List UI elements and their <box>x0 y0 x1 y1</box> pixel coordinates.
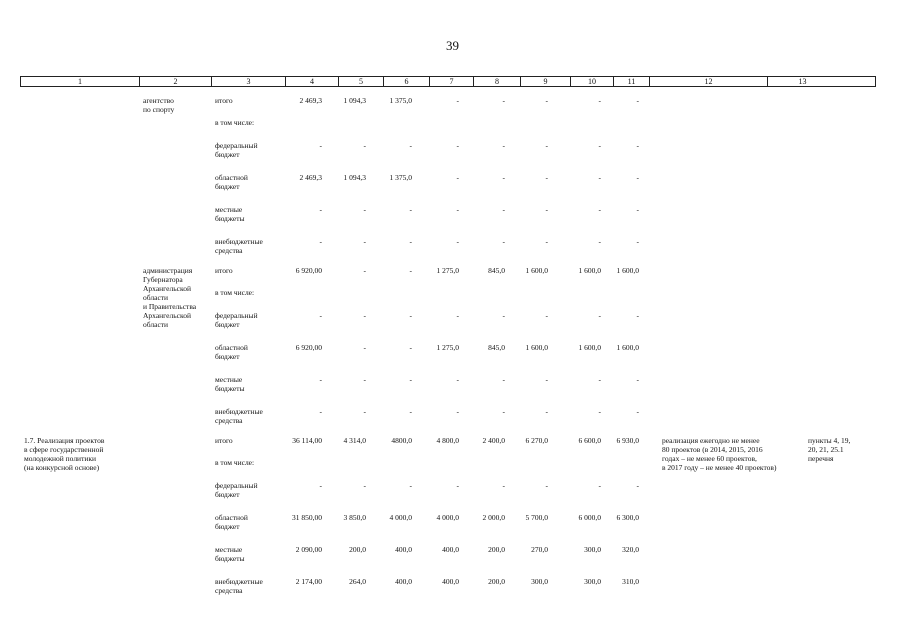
table-value: - <box>636 407 639 416</box>
table-value: - <box>636 173 639 182</box>
header-col-8: 8 <box>474 77 521 86</box>
table-value: - <box>409 237 412 246</box>
table-value: 1 275,0 <box>436 266 459 275</box>
table-value: - <box>409 481 412 490</box>
table-value: - <box>545 205 548 214</box>
funding-source-label: федеральный бюджет <box>215 141 258 159</box>
funding-source-label: областной бюджет <box>215 343 248 361</box>
table-value: - <box>636 481 639 490</box>
header-col-12: 12 <box>650 77 768 86</box>
table-value: - <box>598 96 601 105</box>
table-value: 845,0 <box>488 266 505 275</box>
funding-source-label: местные бюджеты <box>215 545 245 563</box>
table-value: 4 314,0 <box>343 436 366 445</box>
table-value: - <box>545 237 548 246</box>
table-value: 6 600,0 <box>578 436 601 445</box>
table-value: - <box>502 173 505 182</box>
table-value: 845,0 <box>488 343 505 352</box>
table-value: - <box>502 311 505 320</box>
funding-source-label: внебюджетные средства <box>215 577 263 595</box>
table-value: 1 600,0 <box>578 343 601 352</box>
table-value: - <box>598 141 601 150</box>
table-value: 400,0 <box>442 545 459 554</box>
header-col-1: 1 <box>21 77 140 86</box>
table-value: - <box>598 375 601 384</box>
table-value: - <box>456 481 459 490</box>
table-value: - <box>456 205 459 214</box>
table-value: - <box>545 96 548 105</box>
table-value: 400,0 <box>395 577 412 586</box>
table-value: - <box>456 311 459 320</box>
table-value: - <box>545 311 548 320</box>
header-col-4: 4 <box>286 77 339 86</box>
funding-source-label: итого <box>215 436 233 445</box>
table-value: 1 375,0 <box>389 96 412 105</box>
table-value: 6 920,00 <box>295 343 322 352</box>
table-value: - <box>598 407 601 416</box>
funding-source-label: в том числе: <box>215 288 255 297</box>
table-value: 300,0 <box>584 577 601 586</box>
table-value: 200,0 <box>488 577 505 586</box>
funding-source-label: местные бюджеты <box>215 205 245 223</box>
table-value: 310,0 <box>622 577 639 586</box>
table-value: - <box>363 343 366 352</box>
table-value: - <box>545 407 548 416</box>
funding-source-label: итого <box>215 266 233 275</box>
table-value: 36 114,00 <box>292 436 322 445</box>
executor-name: агентство по спорту <box>143 96 175 114</box>
table-value: 1 600,0 <box>616 266 639 275</box>
table-value: - <box>598 311 601 320</box>
header-col-5: 5 <box>339 77 384 86</box>
table-value: 6 300,0 <box>616 513 639 522</box>
header-col-10: 10 <box>571 77 614 86</box>
table-value: 200,0 <box>349 545 366 554</box>
table-value: 4 800,0 <box>436 436 459 445</box>
table-value: 4 000,0 <box>436 513 459 522</box>
table-value: - <box>502 237 505 246</box>
header-col-6: 6 <box>384 77 430 86</box>
table-value: 270,0 <box>531 545 548 554</box>
table-value: - <box>636 237 639 246</box>
table-value: - <box>636 205 639 214</box>
table-value: - <box>598 205 601 214</box>
table-value: 2 469,3 <box>299 173 322 182</box>
header-col-3: 3 <box>212 77 286 86</box>
header-col-11: 11 <box>614 77 650 86</box>
table-value: - <box>319 481 322 490</box>
funding-source-label: областной бюджет <box>215 513 248 531</box>
funding-source-label: внебюджетные средства <box>215 237 263 255</box>
table-value: 2 469,3 <box>299 96 322 105</box>
table-value: 31 850,00 <box>292 513 322 522</box>
table-value: 1 600,0 <box>525 266 548 275</box>
table-value: 6 270,0 <box>525 436 548 445</box>
table-value: - <box>363 237 366 246</box>
table-value: - <box>363 205 366 214</box>
funding-source-label: внебюджетные средства <box>215 407 263 425</box>
header-col-13: 13 <box>798 77 807 86</box>
table-value: 200,0 <box>488 545 505 554</box>
table-value: - <box>456 141 459 150</box>
table-value: 6 920,00 <box>295 266 322 275</box>
table-value: 1 275,0 <box>436 343 459 352</box>
table-value: - <box>363 141 366 150</box>
table-value: - <box>456 237 459 246</box>
table-value: - <box>409 141 412 150</box>
table-value: 2 174,00 <box>295 577 322 586</box>
table-value: - <box>502 375 505 384</box>
table-value: - <box>598 481 601 490</box>
table-value: - <box>636 96 639 105</box>
table-value: - <box>456 173 459 182</box>
table-value: - <box>545 173 548 182</box>
executor-name: администрация Губернатора Архангельской области и Правительства Архангельской области <box>143 266 197 329</box>
table-value: 1 600,0 <box>525 343 548 352</box>
header-col-9: 9 <box>521 77 571 86</box>
table-value: 400,0 <box>395 545 412 554</box>
program-item-text: 1.7. Реализация проектов в сфере государственной молодежной политики (на конкурсной основе) <box>24 436 105 472</box>
table-value: 6 930,0 <box>616 436 639 445</box>
table-value: - <box>545 141 548 150</box>
table-value: - <box>319 237 322 246</box>
table-value: - <box>456 407 459 416</box>
table-value: - <box>502 96 505 105</box>
funding-source-label: федеральный бюджет <box>215 481 258 499</box>
funding-source-label: итого <box>215 96 233 105</box>
table-value: 2 000,0 <box>482 513 505 522</box>
table-value: - <box>502 141 505 150</box>
table-value: 4800,0 <box>391 436 412 445</box>
table-value: 1 094,3 <box>343 96 366 105</box>
table-value: - <box>363 375 366 384</box>
table-value: 2 090,00 <box>295 545 322 554</box>
table-value: - <box>409 266 412 275</box>
table-value: - <box>502 481 505 490</box>
table-value: - <box>319 407 322 416</box>
expected-result: реализация ежегодно не менее 80 проектов (в 2014, 2015, 2016 годах – не менее 60 проектов, в 2017 году – не менее 40 проектов) <box>662 436 777 472</box>
funding-source-label: в том числе: <box>215 118 255 127</box>
table-value: - <box>545 375 548 384</box>
table-value: 400,0 <box>442 577 459 586</box>
table-value: - <box>409 375 412 384</box>
table-value: 6 000,0 <box>578 513 601 522</box>
table-value: - <box>409 343 412 352</box>
table-value: - <box>456 96 459 105</box>
table-value: - <box>319 205 322 214</box>
table-value: - <box>363 266 366 275</box>
table-value: - <box>598 173 601 182</box>
table-value: 300,0 <box>584 545 601 554</box>
header-col-7: 7 <box>430 77 474 86</box>
table-value: 5 700,0 <box>525 513 548 522</box>
table-value: - <box>409 311 412 320</box>
table-header <box>20 76 876 87</box>
table-value: 1 375,0 <box>389 173 412 182</box>
list-reference: пункты 4, 19, 20, 21, 25.1 перечня <box>808 436 851 463</box>
table-value: 300,0 <box>531 577 548 586</box>
table-value: - <box>456 375 459 384</box>
table-value: - <box>636 375 639 384</box>
table-value: - <box>363 481 366 490</box>
table-value: - <box>409 407 412 416</box>
table-value: - <box>363 407 366 416</box>
table-value: - <box>636 141 639 150</box>
table-value: - <box>545 481 548 490</box>
table-value: 320,0 <box>622 545 639 554</box>
table-value: - <box>636 311 639 320</box>
table-value: - <box>409 205 412 214</box>
table-value: - <box>598 237 601 246</box>
funding-source-label: областной бюджет <box>215 173 248 191</box>
table-value: 1 094,3 <box>343 173 366 182</box>
table-value: - <box>319 311 322 320</box>
table-value: 4 000,0 <box>389 513 412 522</box>
header-col-2: 2 <box>140 77 212 86</box>
page-number: 39 <box>446 38 459 53</box>
funding-source-label: местные бюджеты <box>215 375 245 393</box>
table-value: - <box>319 375 322 384</box>
table-value: - <box>502 205 505 214</box>
table-value: 3 850,0 <box>343 513 366 522</box>
table-value: 1 600,0 <box>578 266 601 275</box>
table-value: 1 600,0 <box>616 343 639 352</box>
table-value: - <box>502 407 505 416</box>
table-value: - <box>319 141 322 150</box>
funding-source-label: федеральный бюджет <box>215 311 258 329</box>
table-value: 2 400,0 <box>482 436 505 445</box>
table-value: 264,0 <box>349 577 366 586</box>
table-value: - <box>363 311 366 320</box>
funding-source-label: в том числе: <box>215 458 255 467</box>
